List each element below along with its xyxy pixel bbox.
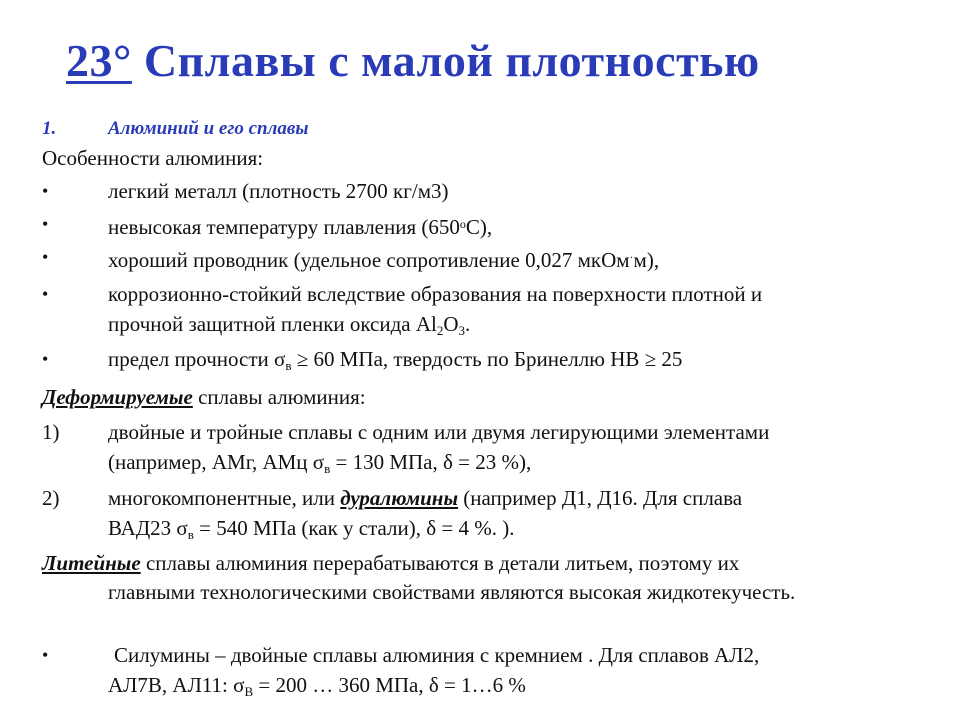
item-number: 1) [42,420,60,444]
bullet-icon: • [42,247,49,267]
item-text: (например, АМг, АМц $\sigma_в = 130$ МПа, δ = 23 %), [108,450,532,476]
bullet-text: АЛ7В, АЛ11: $\sigma_В = 200$ … 360 МПа, δ = 1…6 % [108,673,526,699]
section-number: 1. [42,118,57,139]
bullet-text: прочной защитной пленки оксида $Al_2O_3$. [108,312,471,338]
bullet-icon: • [42,284,49,304]
title-text: Сплавы с малой плотностью [143,35,760,86]
bullet-text: Силумины – двойные сплавы алюминия с кремнием . Для сплавов АЛ2, [114,643,760,667]
bullet-icon: • [42,645,49,665]
title-number: 23° [66,35,132,86]
bullet-icon: • [42,349,49,369]
item-number: 2) [42,486,60,510]
bullet-text: невысокая температуру плавления $(650^оС)$, [108,215,493,239]
bullet-text: легкий металл (плотность 2700 кг/м3) [108,179,449,203]
bullet-text: коррозионно-стойкий вследствие образования на поверхности плотной и [108,282,763,306]
features-heading: Особенности алюминия: [42,146,264,170]
deform-heading: Деформируемые сплавы алюминия: [42,385,366,409]
item-text: ВАД23 $\sigma_в = 540$ МПа (как у стали), δ = 4 %. ). [108,516,515,542]
bullet-text: хороший проводник (удельное сопротивление 0,027 мкОм·м), [108,248,660,272]
item-text: многокомпонентные, или дуралюмины (например Д1, Д16. Для сплава [108,486,743,510]
bullet-text: предел прочности $\sigma_в \ge 60$ МПа, твердость по Бринеллю НВ ≥ 25 [108,347,683,373]
bullet-icon: • [42,214,49,234]
cast-paragraph: Литейные сплавы алюминия перерабатываются в детали литьем, поэтому их [42,551,740,575]
item-text: двойные и тройные сплавы с одним или двумя легирующими элементами [108,420,770,444]
section-heading: Алюминий и его сплавы [108,118,309,139]
page-title [66,34,760,87]
bullet-icon: • [42,181,49,201]
